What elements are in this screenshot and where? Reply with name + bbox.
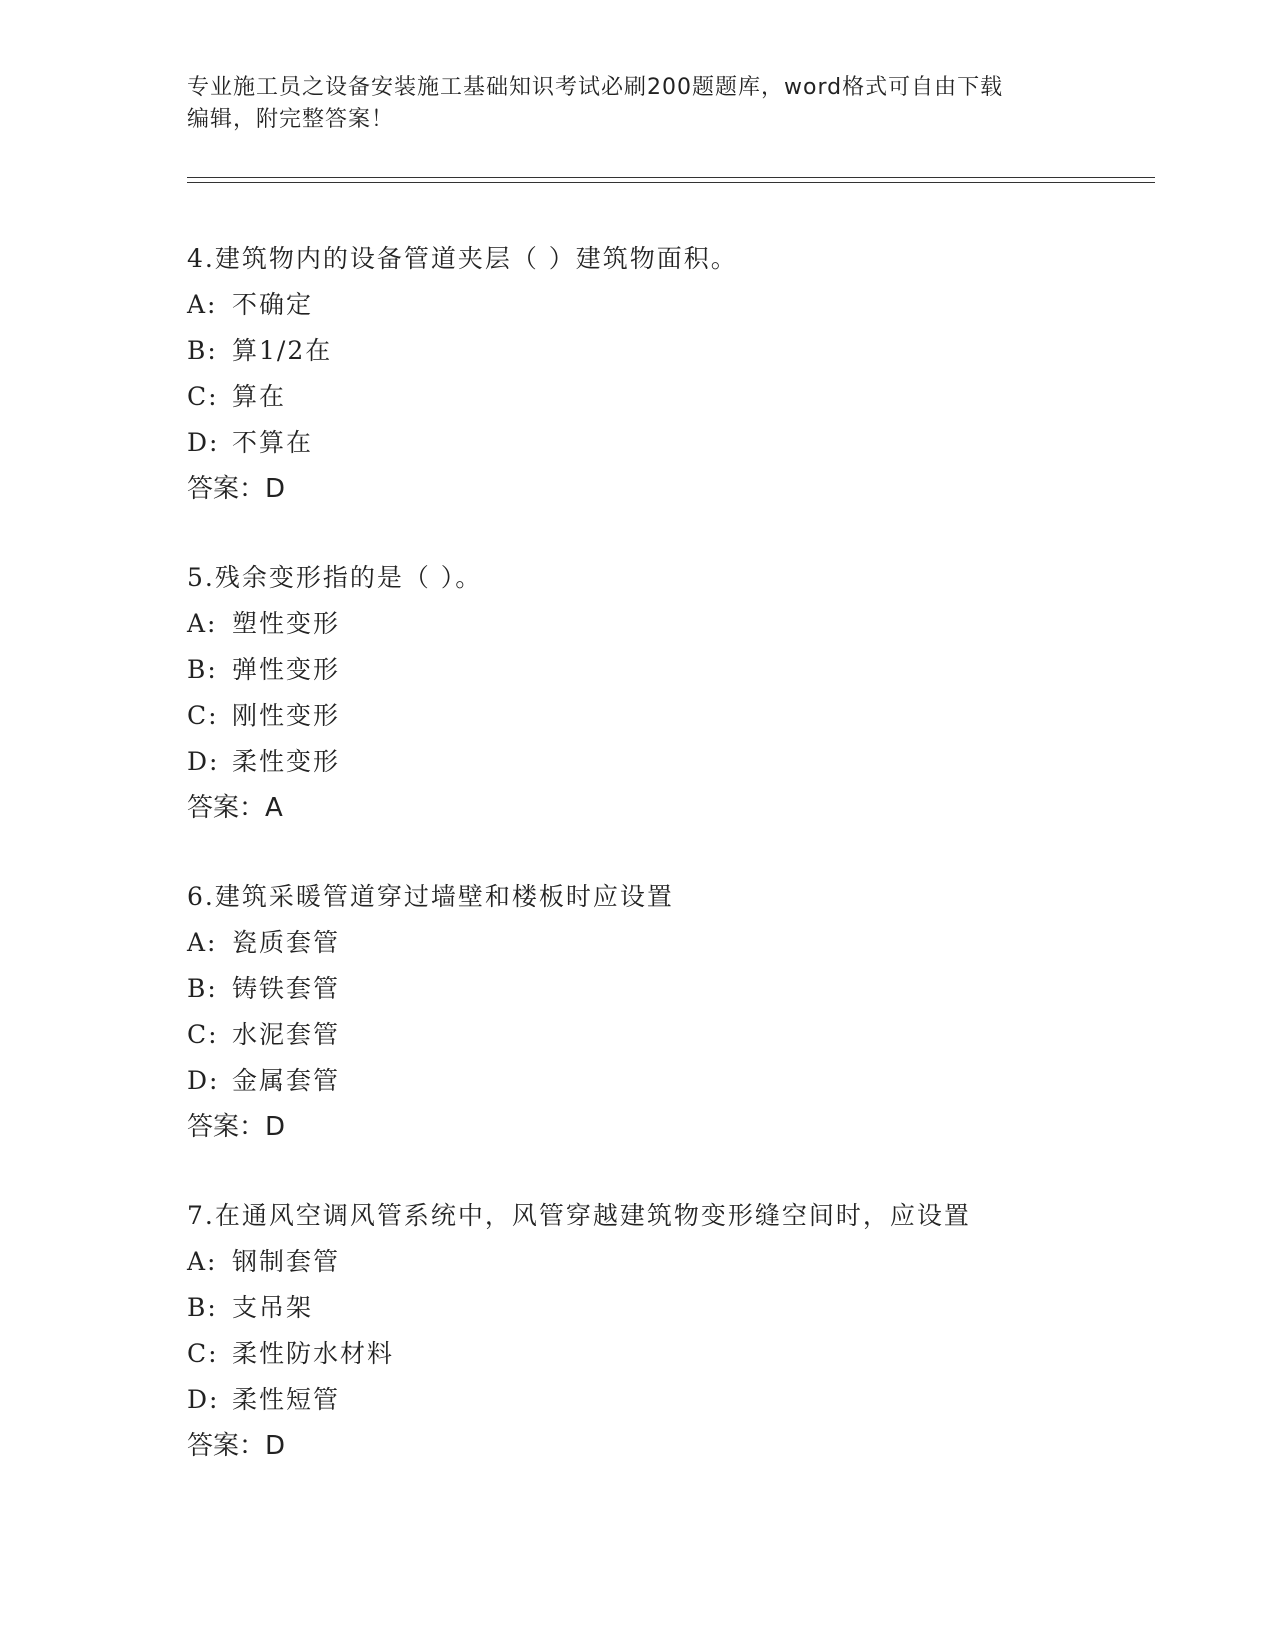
option-a <box>187 920 1167 966</box>
option-key: A: <box>187 1247 218 1276</box>
option-c <box>187 693 1167 739</box>
question-7 <box>187 1193 1167 1469</box>
option-text: 柔性变形 <box>232 747 341 776</box>
option-key: C: <box>187 1020 219 1049</box>
answer-line: 答案：D <box>187 474 286 504</box>
answer-line: 答案：A <box>187 793 283 823</box>
option-key: B: <box>187 1293 218 1322</box>
answer-line: 答案：D <box>187 1112 286 1142</box>
option-text: 塑性变形 <box>232 609 341 638</box>
option-key: D: <box>187 1066 220 1095</box>
option-text: 柔性短管 <box>232 1385 341 1414</box>
question-6 <box>187 874 1167 1150</box>
option-text: 铸铁套管 <box>232 974 341 1003</box>
option-key: B: <box>187 336 218 365</box>
option-key: B: <box>187 974 218 1003</box>
option-text: 瓷质套管 <box>232 928 341 957</box>
option-text: 金属套管 <box>232 1066 341 1095</box>
option-key: C: <box>187 701 219 730</box>
document-header <box>187 72 1087 136</box>
option-key: A: <box>187 609 218 638</box>
option-c <box>187 374 1167 420</box>
answer-line: 答案：D <box>187 1431 286 1461</box>
option-key: C: <box>187 382 219 411</box>
question-list <box>187 236 1167 1512</box>
header-divider-bottom <box>187 182 1155 183</box>
option-b <box>187 966 1167 1012</box>
option-b <box>187 647 1167 693</box>
option-b <box>187 328 1167 374</box>
option-text: 支吊架 <box>232 1293 314 1322</box>
option-d <box>187 1377 1167 1423</box>
option-a <box>187 282 1167 328</box>
header-divider-top <box>187 177 1155 178</box>
option-key: D: <box>187 1385 220 1414</box>
header-line-2: 编辑，附完整答案！ <box>187 107 395 132</box>
question-stem: 6.建筑采暖管道穿过墙壁和楼板时应设置 <box>187 882 674 911</box>
header-line-1: 专业施工员之设备安装施工基础知识考试必刷200题题库，word格式可自由下载 <box>187 75 1004 100</box>
option-text: 不算在 <box>232 428 314 457</box>
option-d <box>187 739 1167 785</box>
option-text: 刚性变形 <box>232 701 341 730</box>
option-text: 钢制套管 <box>232 1247 341 1276</box>
question-stem: 7.在通风空调风管系统中，风管穿越建筑物变形缝空间时，应设置 <box>187 1201 971 1230</box>
option-d <box>187 1058 1167 1104</box>
option-text: 水泥套管 <box>232 1020 341 1049</box>
option-c <box>187 1012 1167 1058</box>
option-c <box>187 1331 1167 1377</box>
option-key: C: <box>187 1339 219 1368</box>
option-key: A: <box>187 290 218 319</box>
option-key: D: <box>187 747 220 776</box>
option-text: 算在 <box>232 382 287 411</box>
question-stem: 4.建筑物内的设备管道夹层（ ）建筑物面积。 <box>187 244 738 273</box>
option-b <box>187 1285 1167 1331</box>
question-5 <box>187 555 1167 831</box>
option-a <box>187 601 1167 647</box>
question-4 <box>187 236 1167 512</box>
option-key: D: <box>187 428 220 457</box>
option-text: 不确定 <box>232 290 314 319</box>
option-text: 算1/2在 <box>232 336 333 365</box>
option-key: B: <box>187 655 218 684</box>
option-a <box>187 1239 1167 1285</box>
option-key: A: <box>187 928 218 957</box>
option-text: 弹性变形 <box>232 655 341 684</box>
option-d <box>187 420 1167 466</box>
question-stem: 5.残余变形指的是（ ）。 <box>187 563 483 592</box>
option-text: 柔性防水材料 <box>232 1339 395 1368</box>
